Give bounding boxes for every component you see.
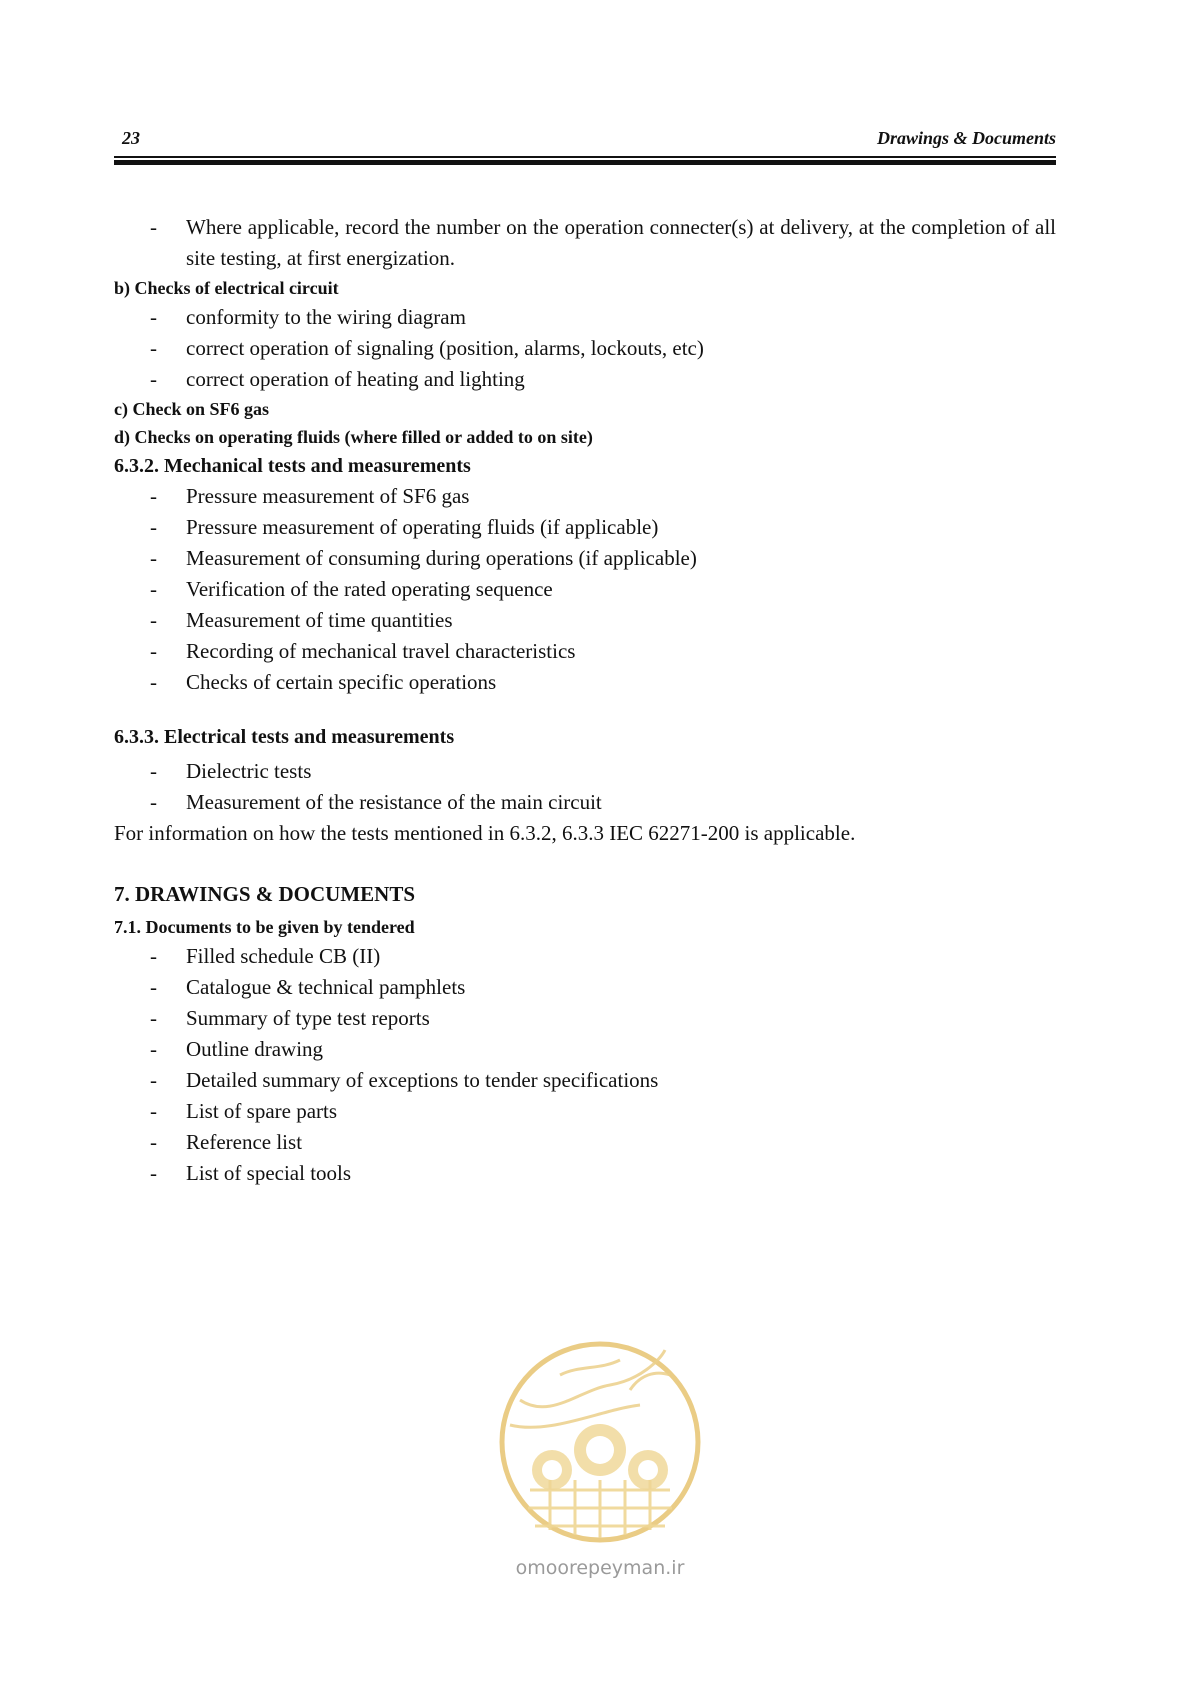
list-item-text: List of special tools [186,1161,352,1185]
bullet-dash: - [150,1161,157,1185]
bullet-dash: - [150,515,157,539]
bullet-dash: - [150,1099,157,1123]
list-item-text: Reference list [186,1130,303,1154]
list-item [114,605,1056,636]
list-item [114,364,1056,395]
list-item-text: Outline drawing [186,1037,324,1061]
bullet-dash: - [150,1037,157,1061]
header-rule-thick [114,160,1056,165]
list-item [114,302,1056,333]
list-item-text: Pressure measurement of SF6 gas [186,484,470,508]
list-item-text: Measurement of time quantities [186,608,453,632]
section-b-heading: b) Checks of electrical circuit [114,278,339,298]
bullet-dash: - [150,484,157,508]
list-item [114,1003,1056,1034]
list-item [114,756,1056,787]
list-item-text: Detailed summary of exceptions to tender specifications [186,1068,659,1092]
list-item [114,481,1056,512]
list-item-text: Pressure measurement of operating fluids (if applicable) [186,515,659,539]
bullet-dash: - [150,608,157,632]
bullet-dash: - [150,975,157,999]
bullet-dash: - [150,759,157,783]
bullet-dash: - [150,577,157,601]
list-item [114,1096,1056,1127]
list-item [114,1065,1056,1096]
bullet-dash: - [150,367,157,391]
list-item [114,1034,1056,1065]
list-item-text: Filled schedule CB (II) [186,944,381,968]
section-c-heading: c) Check on SF6 gas [114,399,270,419]
bullet-dash: - [150,670,157,694]
list-item-text: Dielectric tests [186,759,312,783]
section-6-3-2-heading: 6.3.2. Mechanical tests and measurements [114,455,471,477]
bullet-dash: - [150,546,157,570]
list-item [114,787,1056,818]
section-6-3-3-heading: 6.3.3. Electrical tests and measurements [114,726,455,748]
list-item-text: conformity to the wiring diagram [186,305,466,329]
list-item [114,212,1056,274]
page-number: 23 [122,128,140,148]
running-title: Drawings & Documents [876,128,1056,148]
list-item-text: Recording of mechanical travel characteristics [186,639,576,663]
page-header [114,128,1056,150]
list-item [114,972,1056,1003]
bullet-dash: - [150,790,157,814]
watermark-caption: omoorepeyman.ir [515,1557,685,1579]
list-item-text: Where applicable, record the number on the operation connecter(s) at delivery, at the completion of all site testing, at first energization. [186,215,1056,270]
list-item [114,333,1056,364]
bullet-dash: - [150,1068,157,1092]
bullet-dash: - [150,1130,157,1154]
list-item [114,543,1056,574]
bullet-dash: - [150,944,157,968]
list-item-text: Summary of type test reports [186,1006,430,1030]
list-item-text: Catalogue & technical pamphlets [186,975,466,999]
section-d-heading: d) Checks on operating fluids (where filled or added to on site) [114,427,593,447]
list-item [114,941,1056,972]
page-body [114,212,1056,1189]
list-item-text: correct operation of heating and lighting [186,367,525,391]
bullet-dash: - [150,1006,157,1030]
bullet-dash: - [150,639,157,663]
header-rule-thin [114,156,1056,158]
list-item [114,512,1056,543]
list-item [114,574,1056,605]
section-7-1-heading: 7.1. Documents to be given by tendered [114,917,415,937]
list-item [114,1127,1056,1158]
list-item [114,667,1056,698]
list-item [114,636,1056,667]
section-7-heading: 7. DRAWINGS & DOCUMENTS [114,882,416,906]
bullet-dash: - [150,215,157,239]
bullet-dash: - [150,336,157,360]
list-item-text: List of spare parts [186,1099,338,1123]
list-item-text: Verification of the rated operating sequence [186,577,553,601]
list-item-text: Checks of certain specific operations [186,670,497,694]
tests-note-paragraph: For information on how the tests mentioned in 6.3.2, 6.3.3 IEC 62271-200 is applicable. [114,821,856,845]
list-item-text: correct operation of signaling (position, alarms, lockouts, etc) [186,336,704,360]
bullet-dash: - [150,305,157,329]
omoore-peyman-logo-icon [490,1330,710,1560]
list-item-text: Measurement of the resistance of the main circuit [186,790,602,814]
list-item [114,1158,1056,1189]
list-item-text: Measurement of consuming during operations (if applicable) [186,546,697,570]
